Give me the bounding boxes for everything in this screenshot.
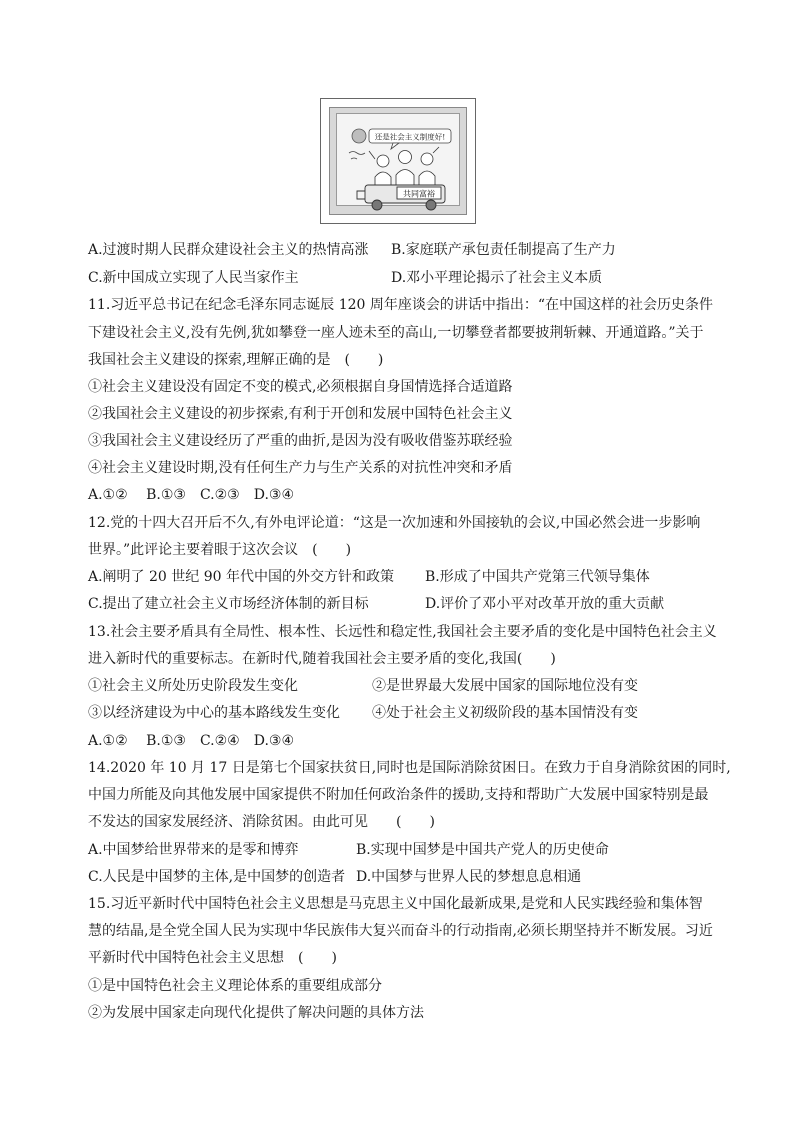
q12-option-c: C.提出了建立社会主义市场经济体制的新目标 bbox=[88, 596, 369, 612]
q13-item-3: ③以经济建设为中心的基本路线发生变化 bbox=[88, 705, 340, 721]
q15-stem-line-3: 平新时代中国特色社会主义思想 ( ) bbox=[88, 950, 337, 966]
q10-option-d: D.邓小平理论揭示了社会主义本质 bbox=[391, 270, 603, 286]
q13-stem-line-2: 进入新时代的重要标志。在新时代,随着我国社会主要矛盾的变化,我国( ) bbox=[88, 651, 556, 667]
q15-stem-line-1: 15.习近平新时代中国特色社会主义思想是马克思主义中国化最新成果,是党和人民实践经验和集体智 bbox=[88, 896, 703, 912]
q11-choices: A.①② B.①③ C.②③ D.③④ bbox=[88, 487, 294, 503]
q12-stem-line-1: 12.党的十四大召开后不久,有外电评论道：“这是一次加速和外国接轨的会议,中国必然会进一步影响 bbox=[88, 515, 701, 531]
q11-stem-line-3: 我国社会主义建设的探索,理解正确的是 ( ) bbox=[88, 352, 384, 368]
q12-option-d: D.评价了邓小平对改革开放的重大贡献 bbox=[425, 596, 665, 612]
q15-item-1: ①是中国特色社会主义理论体系的重要组成部分 bbox=[88, 978, 382, 994]
q13-item-4: ④处于社会主义初级阶段的基本国情没有变 bbox=[372, 705, 638, 721]
q14-stem-line-3: 不发达的国家发展经济、消除贫困。由此可见 ( ) bbox=[88, 814, 435, 830]
q11-item-2: ②我国社会主义建设的初步探索,有利于开创和发展中国特色社会主义 bbox=[88, 406, 513, 422]
q10-option-c: C.新中国成立实现了人民当家作主 bbox=[88, 270, 299, 286]
q11-stem-line-2: 下建设社会主义,没有先例,犹如攀登一座人迹未至的高山,一切攀登者都要披荆斩棘、开通道路。”关于 bbox=[88, 325, 704, 341]
people-group bbox=[369, 147, 439, 187]
q11-stem-line-1: 11.习近平总书记在纪念毛泽东同志诞辰 120 周年座谈会的讲话中指出：“在中国这样的社会历史条件 bbox=[88, 297, 714, 313]
q12-stem-line-2: 世界。”此评论主要着眼于这次会议 ( ) bbox=[88, 542, 352, 558]
cartoon-drawing bbox=[321, 99, 477, 225]
sun-icon bbox=[352, 129, 366, 143]
q13-choices: A.①② B.①③ C.②④ D.③④ bbox=[88, 733, 294, 749]
q12-option-a: A.阐明了 20 世纪 90 年代中国的外交方针和政策 bbox=[88, 569, 394, 585]
q12-option-b: B.形成了中国共产党第三代领导集体 bbox=[425, 569, 650, 585]
q11-item-3: ③我国社会主义建设经历了严重的曲折,是因为没有吸收借鉴苏联经验 bbox=[88, 433, 513, 449]
q15-item-2: ②为发展中国家走向现代化提供了解决问题的具体方法 bbox=[88, 1005, 424, 1021]
q14-stem-line-1: 14.2020 年 10 月 17 日是第七个国家扶贫日,同时也是国际消除贫困日。在致力于自身消除贫困的同时, bbox=[88, 760, 731, 776]
vehicle-label: 共同富裕 bbox=[403, 189, 435, 199]
cartoon-figure bbox=[320, 98, 476, 224]
q14-option-b: B.实现中国梦是中国共产党人的历史使命 bbox=[356, 842, 609, 858]
q13-item-2: ②是世界最大发展中国家的国际地位没有变 bbox=[372, 678, 638, 694]
q14-option-c: C.人民是中国梦的主体,是中国梦的创造者 bbox=[88, 869, 346, 885]
q13-item-1: ①社会主义所处历史阶段发生变化 bbox=[88, 678, 298, 694]
q10-option-b: B.家庭联产承包责任制提高了生产力 bbox=[391, 242, 616, 258]
q11-item-4: ④社会主义建设时期,没有任何生产力与生产关系的对抗性冲突和矛盾 bbox=[88, 460, 513, 476]
q11-item-1: ①社会主义建设没有固定不变的模式,必须根据自身国情选择合适道路 bbox=[88, 379, 513, 395]
q13-stem-line-1: 13.社会主要矛盾具有全局性、根本性、长远性和稳定性,我国社会主要矛盾的变化是中国特色社会主义 bbox=[88, 624, 717, 640]
q10-option-a: A.过渡时期人民群众建设社会主义的热情高涨 bbox=[88, 242, 369, 258]
q14-stem-line-2: 中国力所能及向其他发展中国家提供不附加任何政治条件的援助,支持和帮助广大发展中国家特别是最 bbox=[88, 787, 709, 803]
speech-bubble-text: 还是社会主义制度好! bbox=[374, 132, 446, 142]
q14-option-a: A.中国梦给世界带来的是零和博弈 bbox=[88, 842, 299, 858]
q15-stem-line-2: 慧的结晶,是全党全国人民为实现中华民族伟大复兴而奋斗的行动指南,必须长期坚持并不断发展。习近 bbox=[88, 923, 713, 939]
q14-option-d: D.中国梦与世界人民的梦想息息相通 bbox=[356, 869, 582, 885]
